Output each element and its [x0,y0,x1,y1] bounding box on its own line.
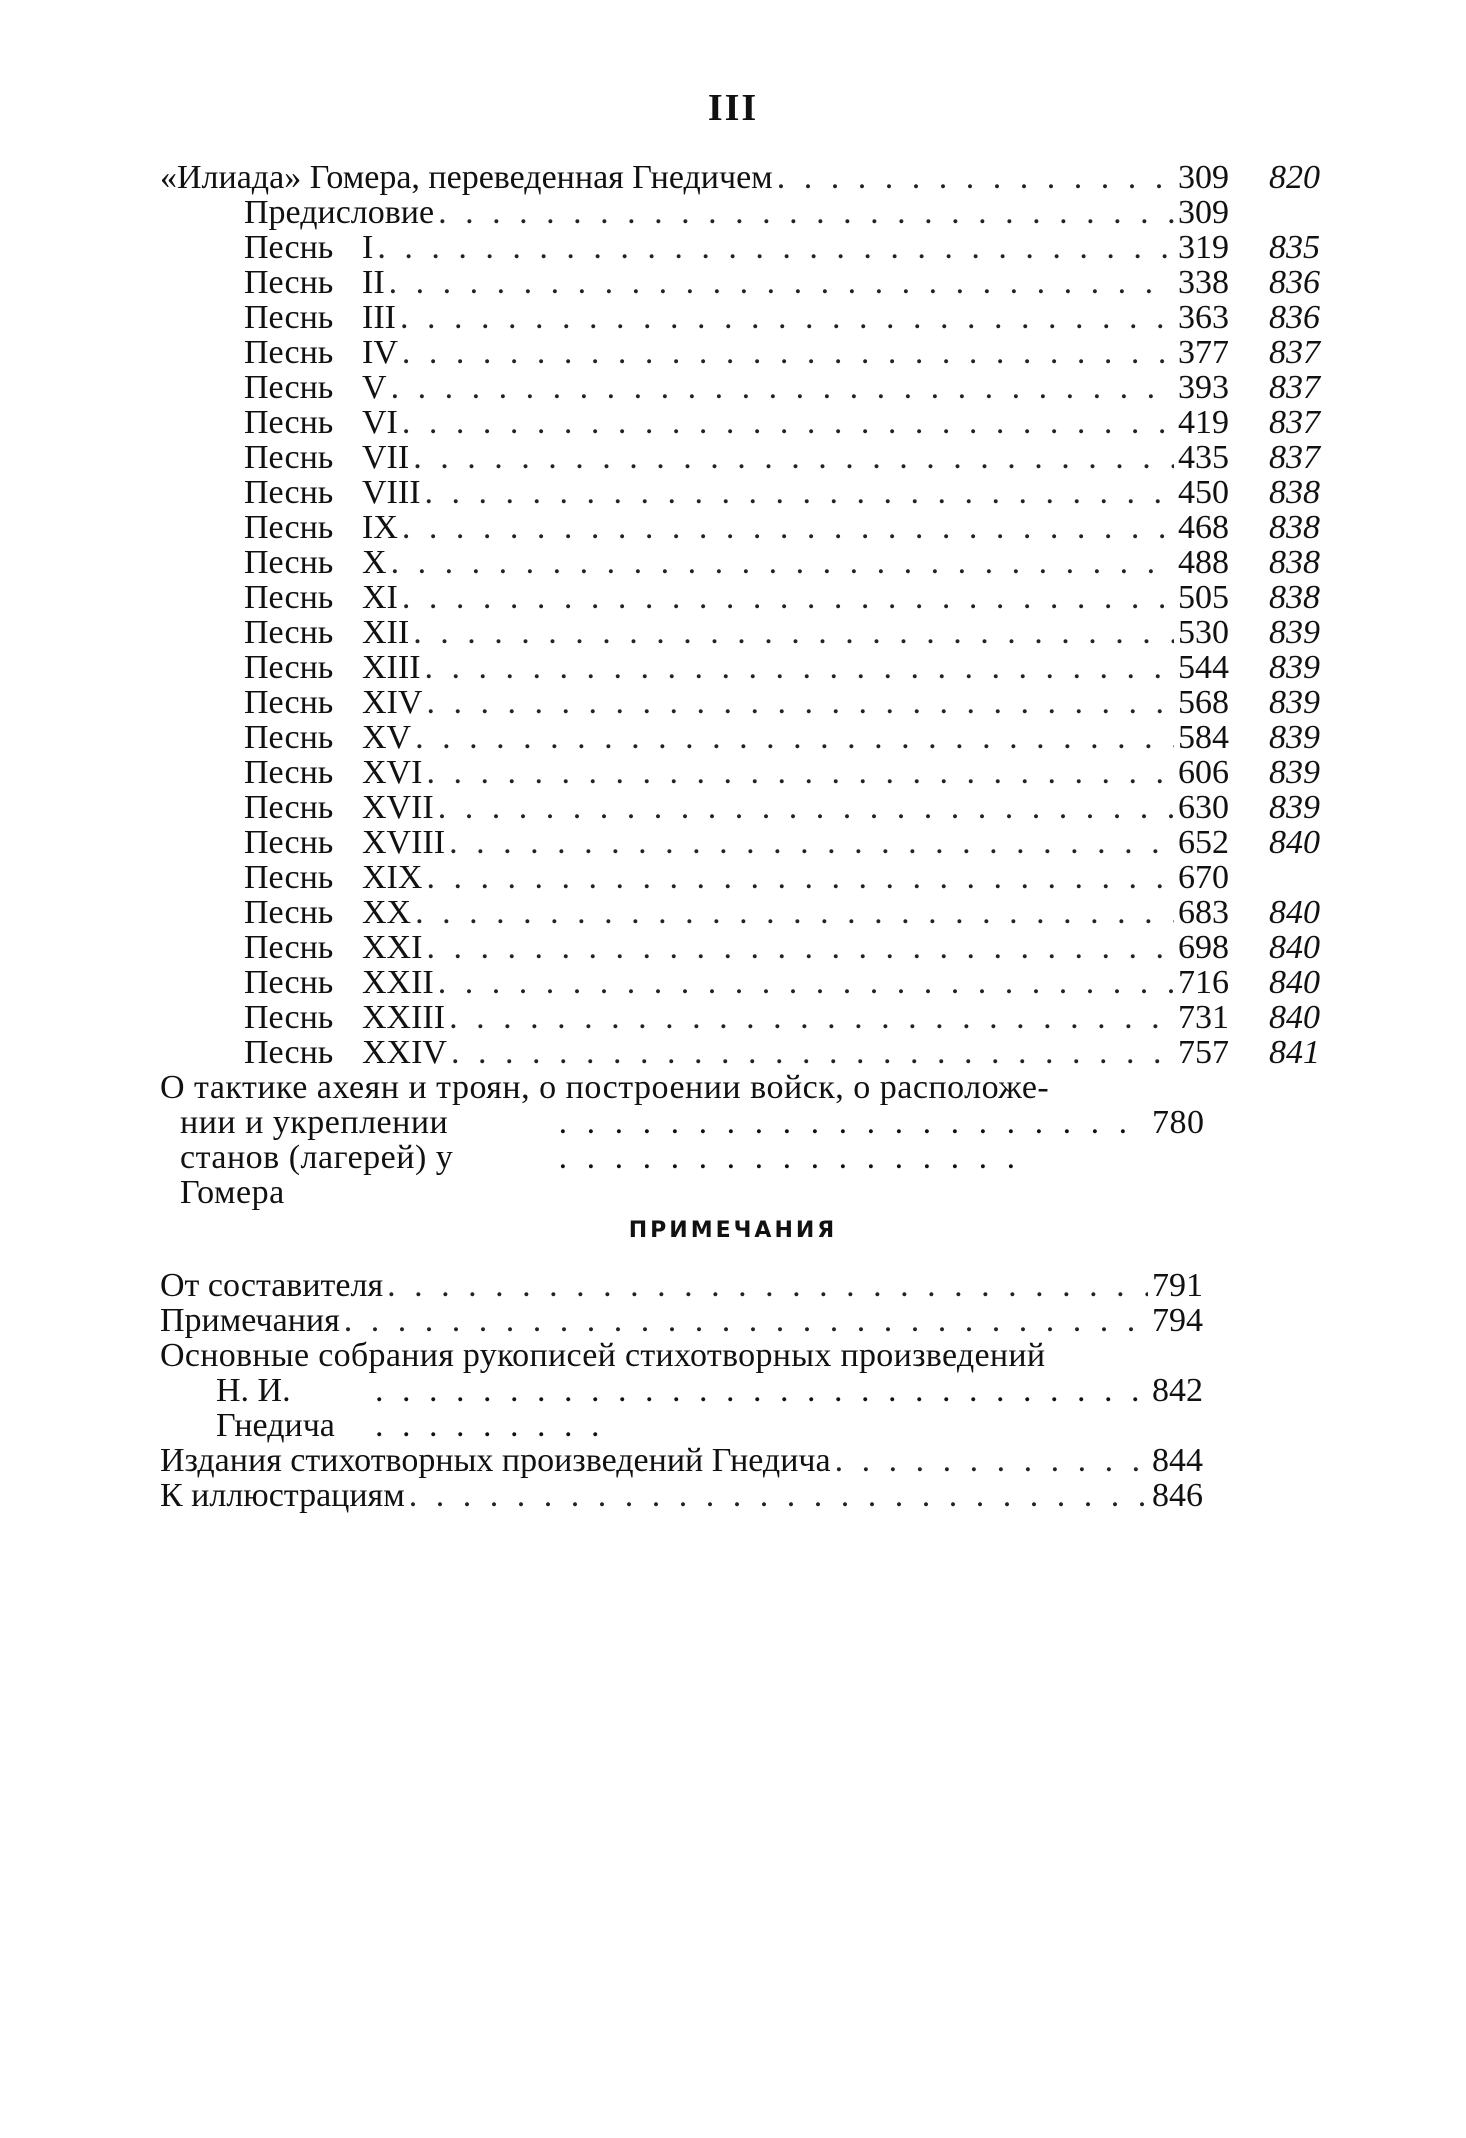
canto-label: Песнь [244,789,334,826]
toc-note-page: 839 [1269,754,1320,791]
dot-leader [344,1303,1148,1338]
toc-entry-canto[interactable] [160,860,1320,895]
toc-entry-notes[interactable] [160,1303,1220,1338]
canto-numeral: XIV [362,684,423,721]
toc-page-number: 780 [1152,1104,1205,1141]
toc-entry-title [244,580,398,615]
canto-numeral: XIII [362,649,421,686]
toc-note-page: 838 [1269,474,1320,511]
toc-page-number: 377 [1178,334,1229,371]
toc-note-page: 839 [1269,719,1320,756]
canto-numeral: III [362,299,396,336]
toc-entry-tactics[interactable] [160,1070,1220,1210]
toc-page-number: 544 [1178,649,1229,686]
toc-note-page: 837 [1269,369,1320,406]
dot-leader [400,300,1174,335]
canto-numeral: XXIII [362,999,446,1036]
toc-page-number: 319 [1178,229,1229,266]
canto-numeral: XX [362,894,412,931]
toc-entry-canto[interactable] [160,405,1320,440]
toc-entry-illustrations[interactable] [160,1478,1220,1513]
toc-entry-title: Примечания [160,1302,340,1339]
toc-entry-title [244,335,398,370]
toc-entry-canto[interactable] [160,1035,1320,1070]
toc-note-page: 840 [1269,964,1320,1001]
toc-entry-title [244,790,434,825]
dot-leader [777,160,1174,195]
toc-entry-canto[interactable] [160,965,1320,1000]
dot-leader [415,895,1174,930]
canto-list [160,195,1320,1070]
toc-entry-title [244,265,385,300]
toc-entry-canto[interactable] [160,685,1320,720]
toc-entry-canto[interactable] [160,1000,1320,1035]
toc-entry-title [244,720,411,755]
toc-page-number: 530 [1178,614,1229,651]
dot-leader [402,510,1174,545]
dot-leader [415,720,1174,755]
canto-numeral: II [362,264,385,301]
toc-note-page: 838 [1269,509,1320,546]
toc-entry-title: «Илиада» Гомера, переведенная Гнедичем [160,159,773,196]
dot-leader [402,405,1174,440]
toc-entry-title [244,545,387,580]
canto-label: Песнь [244,894,334,931]
toc-note-page: 839 [1269,684,1320,721]
canto-numeral: VI [362,404,398,441]
toc-page-number: 419 [1178,404,1229,441]
toc-note-page: 835 [1269,229,1320,266]
section-heading-notes: ПРИМЕЧАНИЯ [628,1218,838,1243]
toc-entry-canto[interactable] [160,440,1320,475]
toc-entry-canto[interactable] [160,195,1320,230]
toc-entry-canto[interactable] [160,335,1320,370]
toc-entry-title [244,300,396,335]
toc-entry-title: От составителя [160,1267,384,1304]
dot-leader [438,965,1174,1000]
dot-leader [426,755,1174,790]
toc-entry-canto[interactable] [160,930,1320,965]
canto-label: Предисловие [244,194,435,231]
toc-page-number: 450 [1178,474,1229,511]
toc-note-page: 840 [1269,824,1320,861]
toc-page-number: 716 [1178,964,1229,1001]
toc-page-number: 670 [1178,859,1229,896]
canto-numeral: XXII [362,964,434,1001]
toc-entry-title [244,895,411,930]
dot-leader [426,685,1174,720]
toc-note-page: 836 [1269,299,1320,336]
toc-page-number: 505 [1178,579,1229,616]
toc-note-page: 836 [1269,264,1320,301]
canto-numeral: IX [362,509,398,546]
toc-entry-title [244,1000,445,1035]
toc-entry-canto[interactable] [160,615,1320,650]
dot-leader [391,370,1174,405]
toc-page-number: 584 [1178,719,1229,756]
canto-label: Песнь [244,929,334,966]
canto-label: Песнь [244,474,334,511]
dot-leader [426,930,1174,965]
toc-entry-title-line2: нии и укреплении станов (лагерей) у Гомера [180,1104,454,1211]
canto-numeral: XVII [362,789,434,826]
toc-entry-canto[interactable] [160,510,1320,545]
toc-note-page: 839 [1269,649,1320,686]
toc-entry-title [244,475,421,510]
toc-entry-canto[interactable] [160,545,1320,580]
toc-entry-canto[interactable] [160,475,1320,510]
canto-label: Песнь [244,614,334,651]
canto-label: Песнь [244,719,334,756]
canto-numeral: XV [362,719,412,756]
toc-entry-title [244,965,434,1000]
canto-label: Песнь [244,509,334,546]
toc-note-page: 838 [1269,544,1320,581]
toc-entry-title-line1: Основные собрания рукописей стихотворных произведений [160,1337,1046,1374]
toc-entry-canto[interactable] [160,580,1320,615]
toc-page-number: 338 [1178,264,1229,301]
dot-leader [438,790,1174,825]
canto-label: Песнь [244,1034,334,1071]
toc-entry-title [244,615,409,650]
canto-label: Песнь [244,334,334,371]
toc-note-page: 840 [1269,894,1320,931]
toc-entry-title [244,650,421,685]
toc-entry-title [244,825,445,860]
toc-entry-title [244,685,422,720]
toc-entry-title [244,195,434,230]
dot-leader [425,650,1174,685]
toc-entry-title [244,440,409,475]
toc-page-number: 309 [1178,159,1229,196]
toc-page-number: 698 [1178,929,1229,966]
canto-numeral: XXI [362,929,423,966]
toc-page-number: 606 [1178,754,1229,791]
toc-page-number: 309 [1178,194,1229,231]
toc-entry-title [244,230,373,265]
canto-label: Песнь [244,579,334,616]
canto-numeral: VII [362,439,410,476]
canto-numeral: I [362,229,374,266]
toc-page-number: 488 [1178,544,1229,581]
dot-leader [409,1478,1148,1513]
toc-page-number: 363 [1178,299,1229,336]
toc-page-number: 652 [1178,824,1229,861]
table-of-contents [160,160,1320,1210]
toc-entry-canto[interactable] [160,265,1320,300]
toc-page-number: 794 [1152,1302,1203,1339]
toc-entry-title [244,930,422,965]
dot-leader [449,825,1174,860]
dot-leader [413,615,1174,650]
toc-page-number: 842 [1152,1372,1203,1409]
toc-note-page: 840 [1269,929,1320,966]
toc-note-page: 837 [1269,334,1320,371]
toc-entry-title [244,510,398,545]
dot-leader [402,335,1174,370]
notes-list [160,1268,1220,1513]
toc-entry-title [244,405,398,440]
dot-leader [559,1105,1148,1175]
canto-label: Песнь [244,229,334,266]
toc-page-number: 844 [1152,1442,1203,1479]
toc-entry-canto[interactable] [160,825,1320,860]
dot-leader [377,230,1174,265]
toc-entry-canto[interactable] [160,790,1320,825]
canto-numeral: IV [362,334,398,371]
dot-leader [438,195,1174,230]
toc-entry-iliad[interactable] [160,160,1320,195]
canto-numeral: XVI [362,754,423,791]
dot-leader [375,1373,1148,1443]
toc-page-number: 683 [1178,894,1229,931]
toc-entry-manuscripts[interactable] [160,1338,1220,1443]
toc-entry-canto[interactable] [160,230,1320,265]
canto-label: Песнь [244,824,334,861]
toc-entry-title-line2: Н. И. Гнедича [216,1372,335,1444]
toc-page-number: 791 [1152,1267,1203,1304]
canto-numeral: XXIV [362,1034,447,1071]
toc-entry-compiler[interactable] [160,1268,1220,1303]
toc-entry-canto[interactable] [160,370,1320,405]
canto-label: Песнь [244,754,334,791]
canto-numeral: XI [362,579,398,616]
toc-note-page: 837 [1269,404,1320,441]
dot-leader [389,265,1174,300]
toc-note-page: 820 [1269,159,1320,196]
toc-entry-title [244,755,422,790]
dot-leader [426,860,1174,895]
toc-entry-canto[interactable] [160,300,1320,335]
dot-leader [413,440,1174,475]
toc-entry-title [244,370,387,405]
dot-leader [451,1035,1174,1070]
canto-label: Песнь [244,859,334,896]
dot-leader [425,475,1174,510]
canto-numeral: XVIII [362,824,446,861]
toc-page-number: 846 [1152,1477,1203,1514]
canto-numeral: X [362,544,387,581]
toc-note-page: 840 [1269,999,1320,1036]
toc-note-page: 841 [1269,1034,1320,1071]
dot-leader [402,580,1174,615]
toc-page-number: 568 [1178,684,1229,721]
toc-entry-canto[interactable] [160,895,1320,930]
canto-numeral: V [362,369,387,406]
canto-label: Песнь [244,264,334,301]
toc-note-page: 839 [1269,789,1320,826]
canto-label: Песнь [244,439,334,476]
canto-numeral: XIX [362,859,423,896]
canto-label: Песнь [244,684,334,721]
toc-note-page: 837 [1269,439,1320,476]
toc-entry-canto[interactable] [160,650,1320,685]
canto-label: Песнь [244,404,334,441]
toc-note-page: 839 [1269,614,1320,651]
canto-numeral: XII [362,614,410,651]
toc-entry-title: Издания стихотворных произведений Гнедича [160,1442,831,1479]
canto-numeral: VIII [362,474,421,511]
toc-entry-title [244,1035,447,1070]
page-number: III [707,87,759,129]
canto-label: Песнь [244,999,334,1036]
canto-label: Песнь [244,299,334,336]
canto-label: Песнь [244,544,334,581]
toc-page-number: 468 [1178,509,1229,546]
toc-page-number: 393 [1178,369,1229,406]
dot-leader [391,545,1174,580]
toc-entry-title [244,860,422,895]
toc-entry-title: К иллюстрациям [160,1477,405,1514]
toc-page-number: 757 [1178,1034,1229,1071]
toc-entry-canto[interactable] [160,755,1320,790]
canto-label: Песнь [244,964,334,1001]
dot-leader [449,1000,1174,1035]
toc-entry-editions[interactable] [160,1443,1220,1478]
toc-entry-canto[interactable] [160,720,1320,755]
dot-leader [835,1443,1148,1478]
toc-page-number: 435 [1178,439,1229,476]
toc-entry-title-line1: О тактике ахеян и троян, о построении войск, о расположе- [160,1069,1050,1106]
toc-page-number: 630 [1178,789,1229,826]
toc-note-page: 838 [1269,579,1320,616]
dot-leader [387,1268,1148,1303]
canto-label: Песнь [244,369,334,406]
toc-page-number: 731 [1178,999,1229,1036]
canto-label: Песнь [244,649,334,686]
